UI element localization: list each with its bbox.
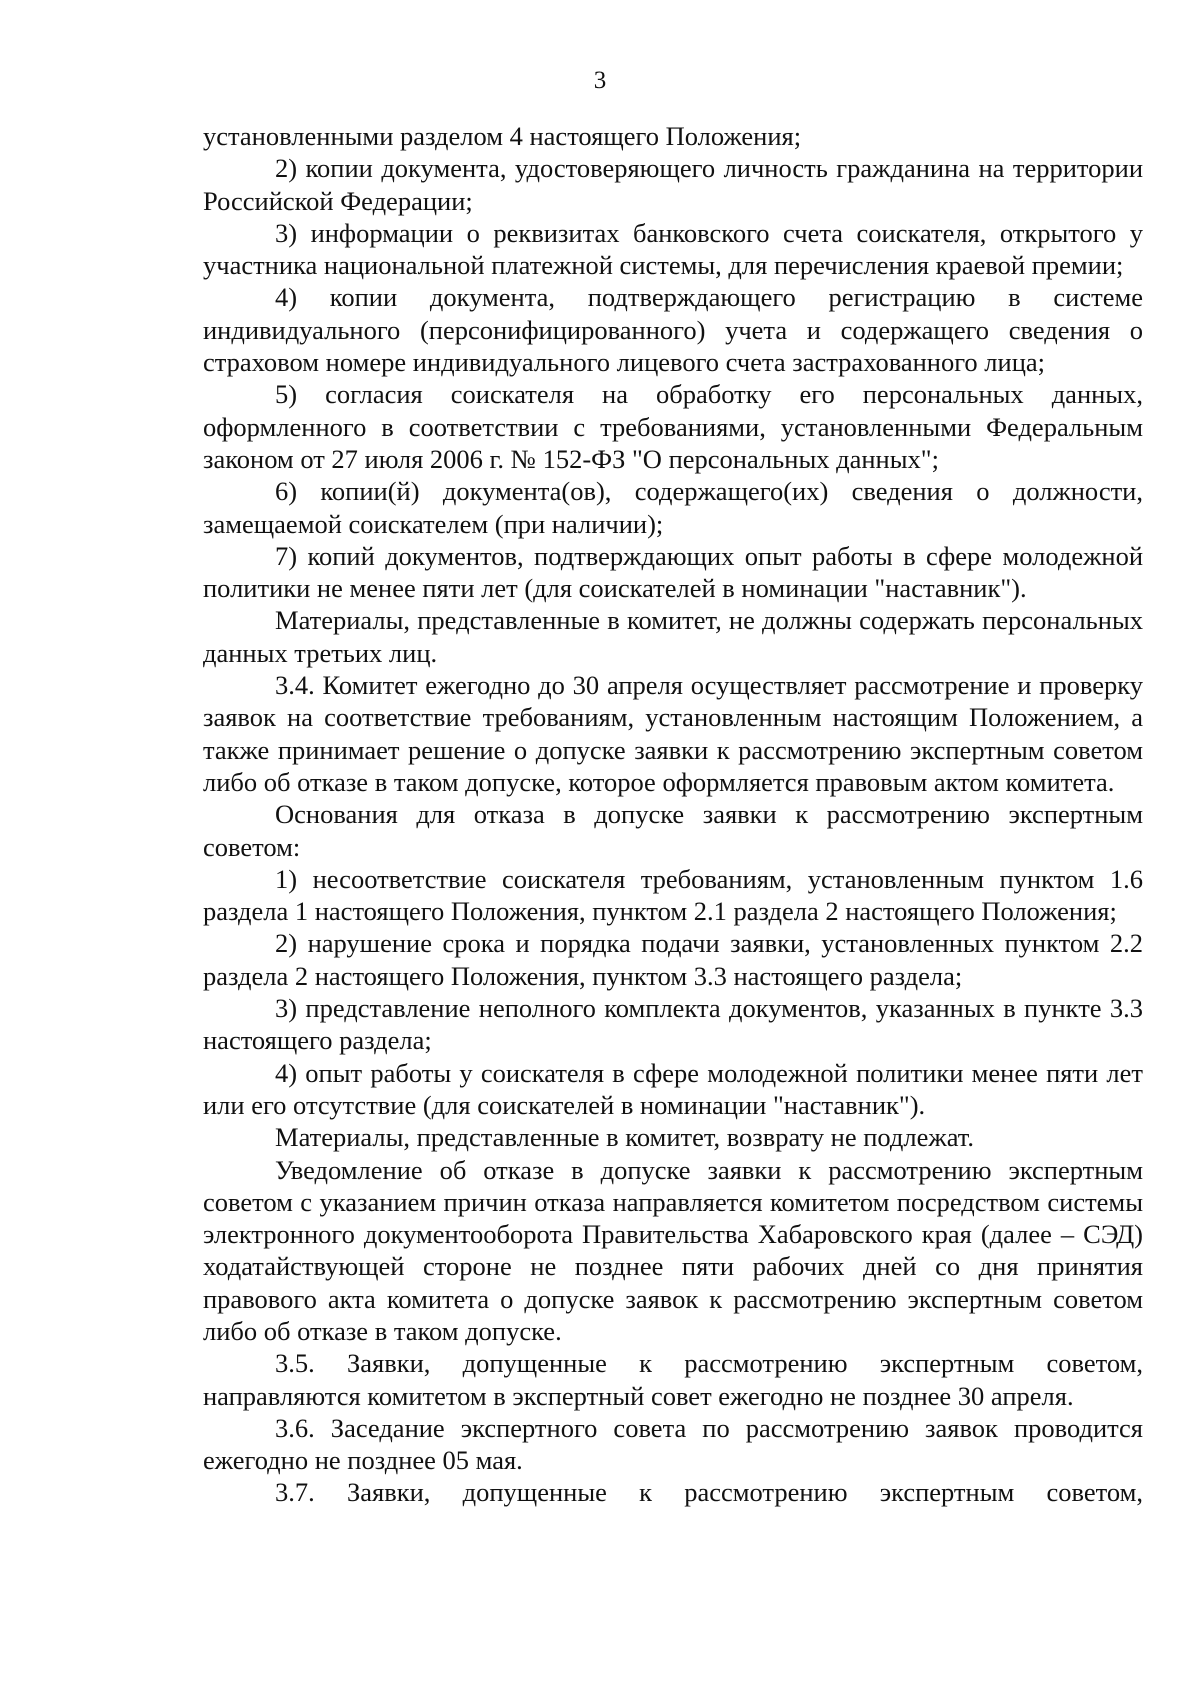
paragraph: 4) копии документа, подтверждающего регистрацию в системе индивидуального (персонифицированного) учета и содержащего сведения о страховом номере индивидуального лицевого счета застрахованного лица; bbox=[203, 282, 1143, 378]
paragraph: 5) согласия соискателя на обработку его персональных данных, оформленного в соответствии с требованиями, установленными Федеральным законом от 27 июля 2006 г. № 152-ФЗ "О персональных данных"; bbox=[203, 379, 1143, 474]
paragraph: 4) опыт работы у соискателя в сфере молодежной политики менее пяти лет или его отсутствие (для соискателей в номинации "наставник"). bbox=[203, 1057, 1143, 1120]
paragraph: 3.6. Заседание экспертного совета по рассмотрению заявок проводится ежегодно не позднее 05 мая. bbox=[203, 1412, 1143, 1476]
paragraph: Уведомление об отказе в допуске заявки к рассмотрению экспертным советом с указанием причин отказа направляется комитетом посредством системы электронного документооборота Правительства Хабаровского края (далее – СЭД) ходатайствующей стороне не позднее пяти рабочих дней со дня принятия правового акта комитета о допуске заявок к рассмотрению экспертным советом либо об отказе в таком допуске. bbox=[203, 1154, 1143, 1346]
paragraph: 7) копий документов, подтверждающих опыт работы в сфере молодежной политики не менее пяти лет (для соискателей в номинации "наставник"). bbox=[203, 540, 1143, 604]
paragraph: 2) нарушение срока и порядка подачи заявки, установленных пунктом 2.2 раздела 2 настоящего Положения, пунктом 3.3 настоящего раздела; bbox=[203, 928, 1143, 991]
paragraph: Основания для отказа в допуске заявки к рассмотрению экспертным советом: bbox=[203, 799, 1143, 862]
paragraph: 3.7. Заявки, допущенные к рассмотрению экспертным советом, bbox=[275, 1477, 1143, 1508]
paragraph: 3) информации о реквизитах банковского счета соискателя, открытого у участника национальной платежной системы, для перечисления краевой премии; bbox=[203, 217, 1143, 281]
paragraph: 3.5. Заявки, допущенные к рассмотрению экспертным советом, направляются комитетом в экспертный совет ежегодно не позднее 30 апреля. bbox=[203, 1348, 1143, 1411]
page-number: 3 bbox=[593, 67, 607, 94]
paragraph: 2) копии документа, удостоверяющего личность гражданина на территории Российской Федерации; bbox=[203, 153, 1143, 216]
paragraph: Материалы, представленные в комитет, возврату не подлежат. bbox=[275, 1122, 974, 1153]
paragraph: 6) копии(й) документа(ов), содержащего(их) сведения о должности, замещаемой соискателем (при наличии); bbox=[203, 476, 1143, 539]
document-body bbox=[203, 120, 1143, 1509]
paragraph: 3) представление неполного комплекта документов, указанных в пункте 3.3 настоящего раздела; bbox=[203, 993, 1143, 1056]
paragraph: 3.4. Комитет ежегодно до 30 апреля осуществляет рассмотрение и проверку заявок на соответствие требованиям, установленным настоящим Положением, а также принимает решение о допуске заявки к рассмотрению экспертным советом либо об отказе в таком допуске, которое оформляется правовым актом комитета. bbox=[203, 670, 1143, 797]
paragraph: 1) несоответствие соискателя требованиям, установленным пунктом 1.6 раздела 1 настоящего Положения, пунктом 2.1 раздела 2 настоящего Положения; bbox=[203, 863, 1143, 927]
paragraph: установленными разделом 4 настоящего Положения; bbox=[203, 121, 802, 151]
paragraph: Материалы, представленные в комитет, не должны содержать персональных данных третьих лиц. bbox=[203, 605, 1143, 668]
